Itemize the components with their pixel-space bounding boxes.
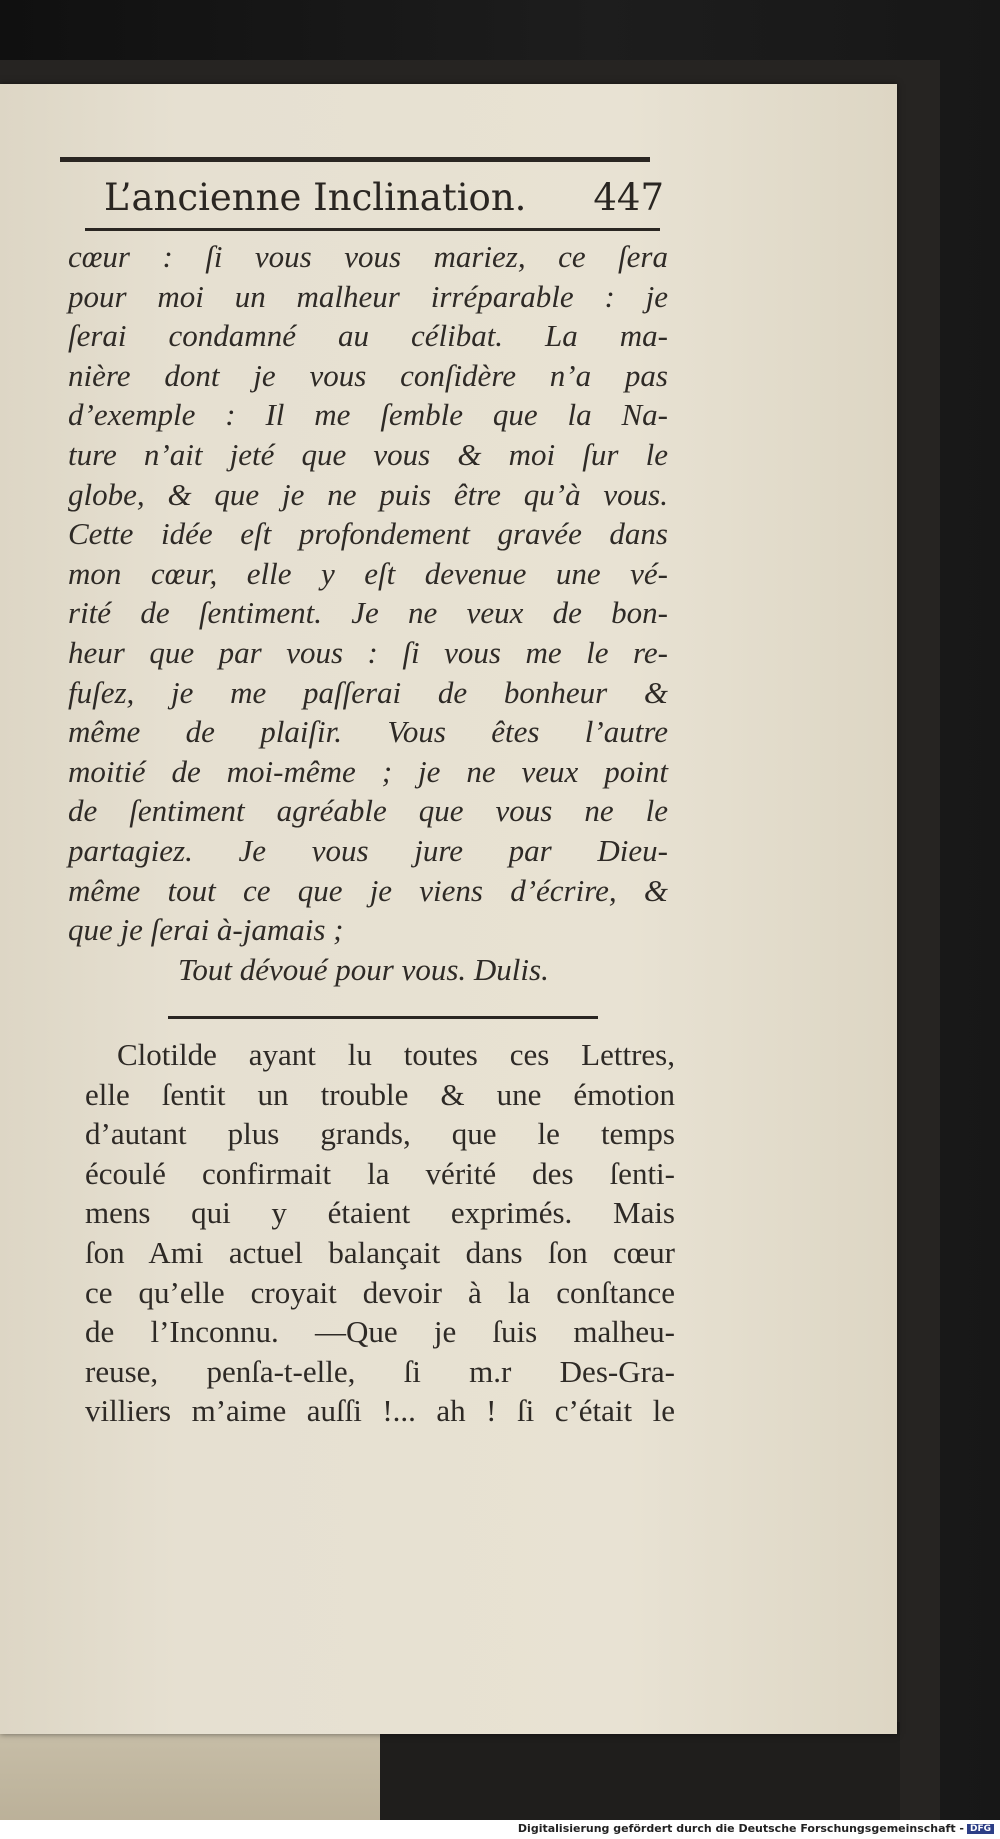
body-line: d’autant plus grands, que le temps: [85, 1116, 675, 1152]
letter-line: ſerai condamné au célibat. La ma-: [68, 318, 668, 354]
body-text: [85, 1035, 675, 1431]
page-number: 447: [593, 176, 664, 219]
body-line: écoulé confirmait la vérité des ſenti-: [85, 1155, 675, 1191]
letter-line: fuſez, je me paſſerai de bonheur &: [68, 674, 668, 710]
letter-line: rité de ſentiment. Je ne veux de bon-: [68, 595, 668, 631]
body-line: Clotilde ayant lu toutes ces Lettres,: [117, 1037, 675, 1072]
letter-line: partagiez. Je vous jure par Dieu-: [68, 832, 668, 868]
letter-line: d’exemple : Il me ſemble que la Na-: [68, 397, 668, 433]
running-title: L’ancienne Inclination.: [104, 176, 527, 219]
letter-line: globe, & que je ne puis être qu’à vous.: [68, 476, 668, 512]
body-line: de l’Inconnu. —Que je ſuis malheu-: [85, 1314, 675, 1350]
section-rule: [168, 1016, 598, 1019]
body-line: elle ſentit un trouble & une émotion: [85, 1076, 675, 1112]
letter-text: [68, 237, 668, 990]
top-rule: [60, 157, 650, 162]
letter-line: nière dont je vous conſidère n’a pas: [68, 357, 668, 393]
letter-line: pour moi un malheur irréparable : je: [68, 278, 668, 314]
letter-line: même tout ce que je viens d’écrire, &: [68, 872, 668, 908]
running-head: [104, 170, 664, 226]
letter-line: ture n’ait jeté que vous & moi ſur le: [68, 436, 668, 472]
letter-line: cœur : ſi vous vous mariez, ce ſera: [68, 239, 668, 274]
letter-line: que je ſerai à-jamais ;: [68, 912, 344, 948]
body-line: villiers m’aime auſſi !... ah ! ſi c’était le: [85, 1393, 675, 1429]
letter-line: mon cœur, elle y eſt devenue une vé-: [68, 555, 668, 591]
body-line: ſon Ami actuel balançait dans ſon cœur: [85, 1234, 675, 1270]
body-line: mens qui y étaient exprimés. Mais: [85, 1195, 675, 1231]
body-line: reuse, penſa-t-elle, ſi m.r Des-Gra-: [85, 1353, 675, 1389]
body-line: ce qu’elle croyait devoir à la conſtance: [85, 1274, 675, 1310]
letter-line: heur que par vous : ſi vous me le re-: [68, 634, 668, 670]
letter-line: même de plaiſir. Vous êtes l’autre: [68, 714, 668, 750]
letter-line: moitié de moi-même ; je ne veux point: [68, 753, 668, 789]
head-rule: [85, 228, 660, 231]
dfg-logo: DFG: [967, 1824, 994, 1834]
letter-line: Cette idée eſt profondement gravée dans: [68, 516, 668, 552]
letter-signature: Tout dévoué pour vous. Dulis.: [178, 951, 549, 987]
funding-footer: [518, 1822, 994, 1835]
footer-text: Digitalisierung gefördert durch die Deutsche Forschungsgemeinschaft -: [517, 1822, 964, 1835]
letter-line: de ſentiment agréable que vous ne le: [68, 793, 668, 829]
